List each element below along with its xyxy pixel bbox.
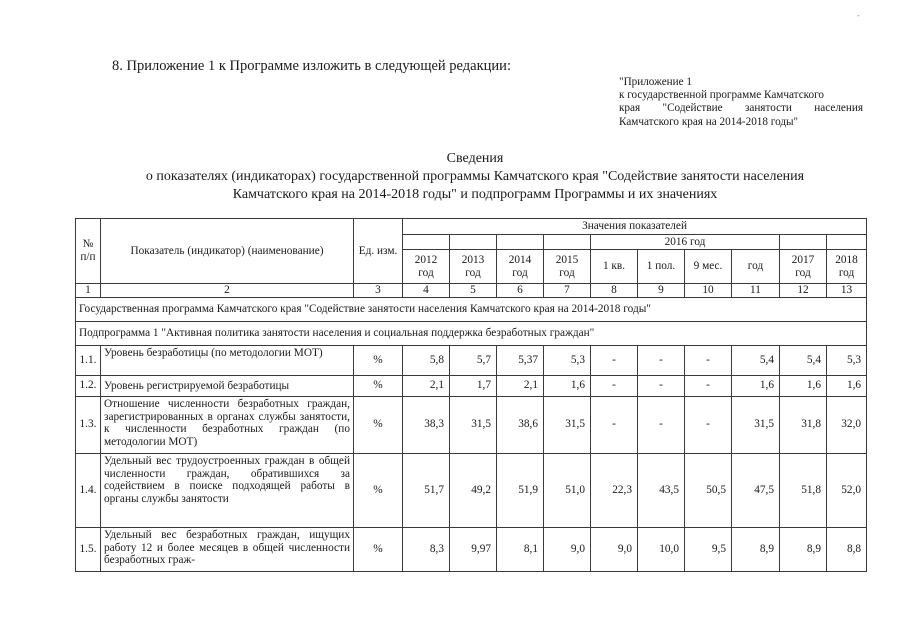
column-number: 1 — [76, 284, 101, 298]
row-value: - — [638, 396, 685, 453]
row-value: 52,0 — [827, 453, 867, 527]
header-2015: 2015 год — [544, 250, 591, 284]
row-value: 5,7 — [450, 345, 497, 375]
row-unit: % — [354, 396, 403, 453]
row-value: 38,6 — [497, 396, 544, 453]
row-value: 9,97 — [450, 527, 497, 571]
row-value: - — [685, 375, 732, 396]
row-value: - — [685, 396, 732, 453]
appendix-word: "Содействие — [662, 102, 723, 115]
row-num: 1.5. — [76, 527, 101, 571]
row-value: 5,37 — [497, 345, 544, 375]
row-value: 22,3 — [591, 453, 638, 527]
header-q1: 1 кв. — [591, 250, 638, 284]
row-num: 1.1. — [76, 345, 101, 375]
row-value: 8,9 — [780, 527, 827, 571]
row-value: 8,9 — [732, 527, 780, 571]
row-value: 50,5 — [685, 453, 732, 527]
section-row-subprogram — [76, 321, 867, 345]
row-value: - — [638, 345, 685, 375]
table-row — [76, 396, 867, 453]
row-value: 9,5 — [685, 527, 732, 571]
row-value: 31,5 — [732, 396, 780, 453]
row-indicator-name: Уровень регистрируемой безработицы — [101, 375, 354, 396]
row-value: 43,5 — [638, 453, 685, 527]
row-value: 47,5 — [732, 453, 780, 527]
row-indicator-name: Удельный вес трудоустроенных граждан в общей численности граждан, обратившихся за содействием в поиске подходящей работы в органы службы занятости — [101, 453, 354, 527]
row-indicator-name: Уровень безработицы (по методологии МОТ) — [101, 345, 354, 375]
header-2014: 2014 год — [497, 250, 544, 284]
row-value: 31,5 — [544, 396, 591, 453]
column-number: 3 — [354, 284, 403, 298]
document-title — [80, 150, 870, 204]
row-value: 8,8 — [827, 527, 867, 571]
row-unit: % — [354, 527, 403, 571]
row-value: 32,0 — [827, 396, 867, 453]
column-number: 12 — [780, 284, 827, 298]
row-value: 31,5 — [450, 396, 497, 453]
header-2017: 2017 год — [780, 250, 827, 284]
appendix-word: края — [619, 102, 641, 115]
table-row — [76, 453, 867, 527]
title-line-2: о показателях (индикаторах) государственной программы Камчатского края "Содействие занятости населения — [145, 169, 805, 184]
table-row — [76, 527, 867, 571]
row-value: 49,2 — [450, 453, 497, 527]
header-empty — [450, 235, 497, 250]
row-value: - — [591, 375, 638, 396]
row-value: 1,6 — [544, 375, 591, 396]
header-empty — [403, 235, 450, 250]
column-number: 13 — [827, 284, 867, 298]
row-value: - — [591, 396, 638, 453]
row-value: 8,3 — [403, 527, 450, 571]
row-value: 5,3 — [544, 345, 591, 375]
appendix-line-1: "Приложение 1 — [619, 76, 693, 88]
header-2018: 2018 год — [827, 250, 867, 284]
row-value: 5,8 — [403, 345, 450, 375]
row-unit: % — [354, 453, 403, 527]
header-empty — [497, 235, 544, 250]
row-value: 1,6 — [732, 375, 780, 396]
row-value: 38,3 — [403, 396, 450, 453]
title-line-3: Камчатского края на 2014-2018 годы" и подпрограмм Программы и их значениях — [232, 187, 718, 202]
row-value: 8,1 — [497, 527, 544, 571]
header-unit: Ед. изм. — [354, 219, 403, 284]
appendix-word: занятости — [744, 102, 792, 115]
appendix-line-4: Камчатского края на 2014-2018 годы" — [619, 115, 799, 128]
row-value: 10,0 — [638, 527, 685, 571]
row-value: 51,9 — [497, 453, 544, 527]
row-unit: % — [354, 345, 403, 375]
row-value: 5,4 — [732, 345, 780, 375]
indicators-table — [75, 218, 867, 572]
column-number: 2 — [101, 284, 354, 298]
row-value: 2,1 — [403, 375, 450, 396]
column-number: 10 — [685, 284, 732, 298]
row-value: 5,4 — [780, 345, 827, 375]
row-value: 1,7 — [450, 375, 497, 396]
row-value: 9,0 — [544, 527, 591, 571]
row-indicator-name: Удельный вес безработных граждан, ищущих работу 12 и более месяцев в общей численности безработных граж- — [101, 527, 354, 571]
header-values-group: Значения показателей — [403, 219, 867, 235]
row-value: - — [591, 345, 638, 375]
appendix-line-2: к государственной программе Камчатского — [619, 89, 825, 102]
row-value: 51,0 — [544, 453, 591, 527]
scan-mark: - — [857, 10, 860, 20]
header-h1: 1 пол. — [638, 250, 685, 284]
row-value: 5,3 — [827, 345, 867, 375]
header-9m: 9 мес. — [685, 250, 732, 284]
appendix-word: населения — [814, 102, 863, 115]
header-empty — [827, 235, 867, 250]
table-row — [76, 345, 867, 375]
row-unit: % — [354, 375, 403, 396]
column-number: 9 — [638, 284, 685, 298]
row-num: 1.4. — [76, 453, 101, 527]
column-number-row — [76, 284, 867, 298]
row-value: 1,6 — [827, 375, 867, 396]
column-number: 6 — [497, 284, 544, 298]
header-row-1 — [76, 219, 867, 235]
column-number: 7 — [544, 284, 591, 298]
header-indicator: Показатель (индикатор) (наименование) — [101, 219, 354, 284]
header-2012: 2012 год — [403, 250, 450, 284]
column-number: 8 — [591, 284, 638, 298]
header-2016-group: 2016 год — [591, 235, 780, 250]
row-value: - — [685, 345, 732, 375]
section-program-title: Государственная программа Камчатского края "Содействие занятости населения Камчатского края на 2014-2018 годы" — [76, 297, 867, 321]
section-row-program — [76, 297, 867, 321]
header-2013: 2013 год — [450, 250, 497, 284]
column-number: 4 — [403, 284, 450, 298]
row-value: 1,6 — [780, 375, 827, 396]
section-subprogram-title: Подпрограмма 1 "Активная политика занятости населения и социальная поддержка безработных граждан" — [76, 321, 867, 345]
table-row — [76, 375, 867, 396]
row-value: - — [638, 375, 685, 396]
amendment-heading: 8. Приложение 1 к Программе изложить в следующей редакции: — [112, 58, 511, 74]
row-value: 31,8 — [780, 396, 827, 453]
row-indicator-name: Отношение численности безработных граждан, зарегистрированных в органах службы занятости, к численности безработных граждан (по методологии МОТ) — [101, 396, 354, 453]
row-num: 1.2. — [76, 375, 101, 396]
title-line-1: Сведения — [446, 151, 504, 166]
header-empty — [780, 235, 827, 250]
header-num: № п/п — [76, 219, 101, 284]
row-value: 51,8 — [780, 453, 827, 527]
row-value: 51,7 — [403, 453, 450, 527]
appendix-reference — [619, 76, 863, 129]
header-empty — [544, 235, 591, 250]
column-number: 11 — [732, 284, 780, 298]
column-number: 5 — [450, 284, 497, 298]
header-year: год — [732, 250, 780, 284]
row-value: 9,0 — [591, 527, 638, 571]
row-num: 1.3. — [76, 396, 101, 453]
appendix-line-3 — [619, 102, 863, 115]
row-value: 2,1 — [497, 375, 544, 396]
